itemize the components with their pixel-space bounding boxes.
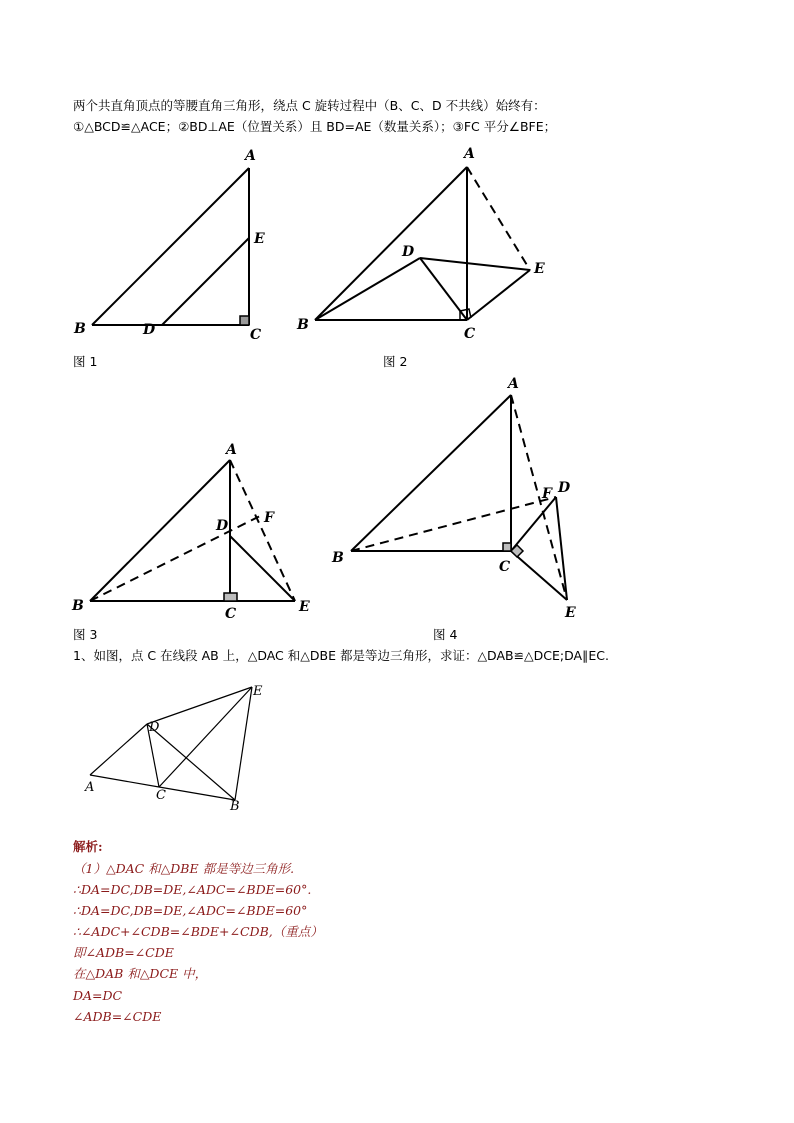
fig4-label-B: B [332,550,344,566]
solution-line: （1）△DAC 和△DBE 都是等边三角形. [73,861,295,876]
fig5-label-D: D [149,720,160,735]
fig1-caption: 图 1 [73,354,98,369]
fig1-label-C: C [250,327,262,343]
fig4-label-F: F [542,486,552,502]
figure-1 [92,168,249,325]
fig4-caption: 图 4 [433,627,458,642]
solution-line: ∴∠ADC+∠CDB=∠BDE+∠CDB,（重点） [73,924,323,939]
fig2-label-E: E [534,261,545,277]
fig1-label-D: D [143,322,156,338]
fig2-caption: 图 2 [383,354,408,369]
fig3-label-F: F [264,510,274,526]
solution-line: ∠ADB=∠CDE [73,1009,162,1024]
intro-line-2: ①△BCD≌△ACE；②BD⊥AE（位置关系）且 BD=AE（数量关系）；③FC 平分∠BFE； [73,119,557,134]
fig2-label-D: D [402,244,415,260]
fig4-label-A: A [508,376,519,392]
fig2-label-C: C [464,326,476,342]
intro-line-1: 两个共直角顶点的等腰直角三角形，绕点 C 旋转过程中（B、C、D 不共线）始终有： [73,98,546,113]
fig5-label-B: B [230,799,240,814]
solution-line: 即∠ADB=∠CDE [73,945,174,960]
solution-line: 在△DAB 和△DCE 中， [73,966,208,981]
fig4-label-E: E [565,605,576,621]
fig4-label-D: D [558,480,571,496]
solution-line: ∴DA=DC,DB=DE,∠ADC=∠BDE=60°. [73,882,312,897]
fig3-caption: 图 3 [73,627,98,642]
fig3-label-C: C [225,606,237,622]
solution-heading: 解析: [73,839,103,854]
fig1-label-B: B [74,321,86,337]
fig5-label-E: E [253,684,263,699]
fig4-label-C: C [499,559,511,575]
figure-3 [90,460,295,601]
figure-4 [351,395,567,600]
fig3-label-D: D [216,518,229,534]
solution-line: ∴DA=DC,DB=DE,∠ADC=∠BDE=60° [73,903,308,918]
figure-2 [315,167,530,320]
fig2-label-A: A [464,146,475,162]
fig3-label-B: B [72,598,84,614]
fig1-label-E: E [254,231,265,247]
fig5-label-C: C [156,788,166,803]
fig3-label-A: A [226,442,237,458]
solution-line: DA=DC [73,988,123,1003]
figure-5 [90,687,252,800]
fig1-label-A: A [245,148,256,164]
fig3-label-E: E [299,599,310,615]
fig5-label-A: A [85,780,95,795]
fig2-label-B: B [297,317,309,333]
problem-1: 1、如图，点 C 在线段 AB 上，△DAC 和△DBE 都是等边三角形，求证：△DAB≌△DCE;DA∥EC. [73,648,609,663]
